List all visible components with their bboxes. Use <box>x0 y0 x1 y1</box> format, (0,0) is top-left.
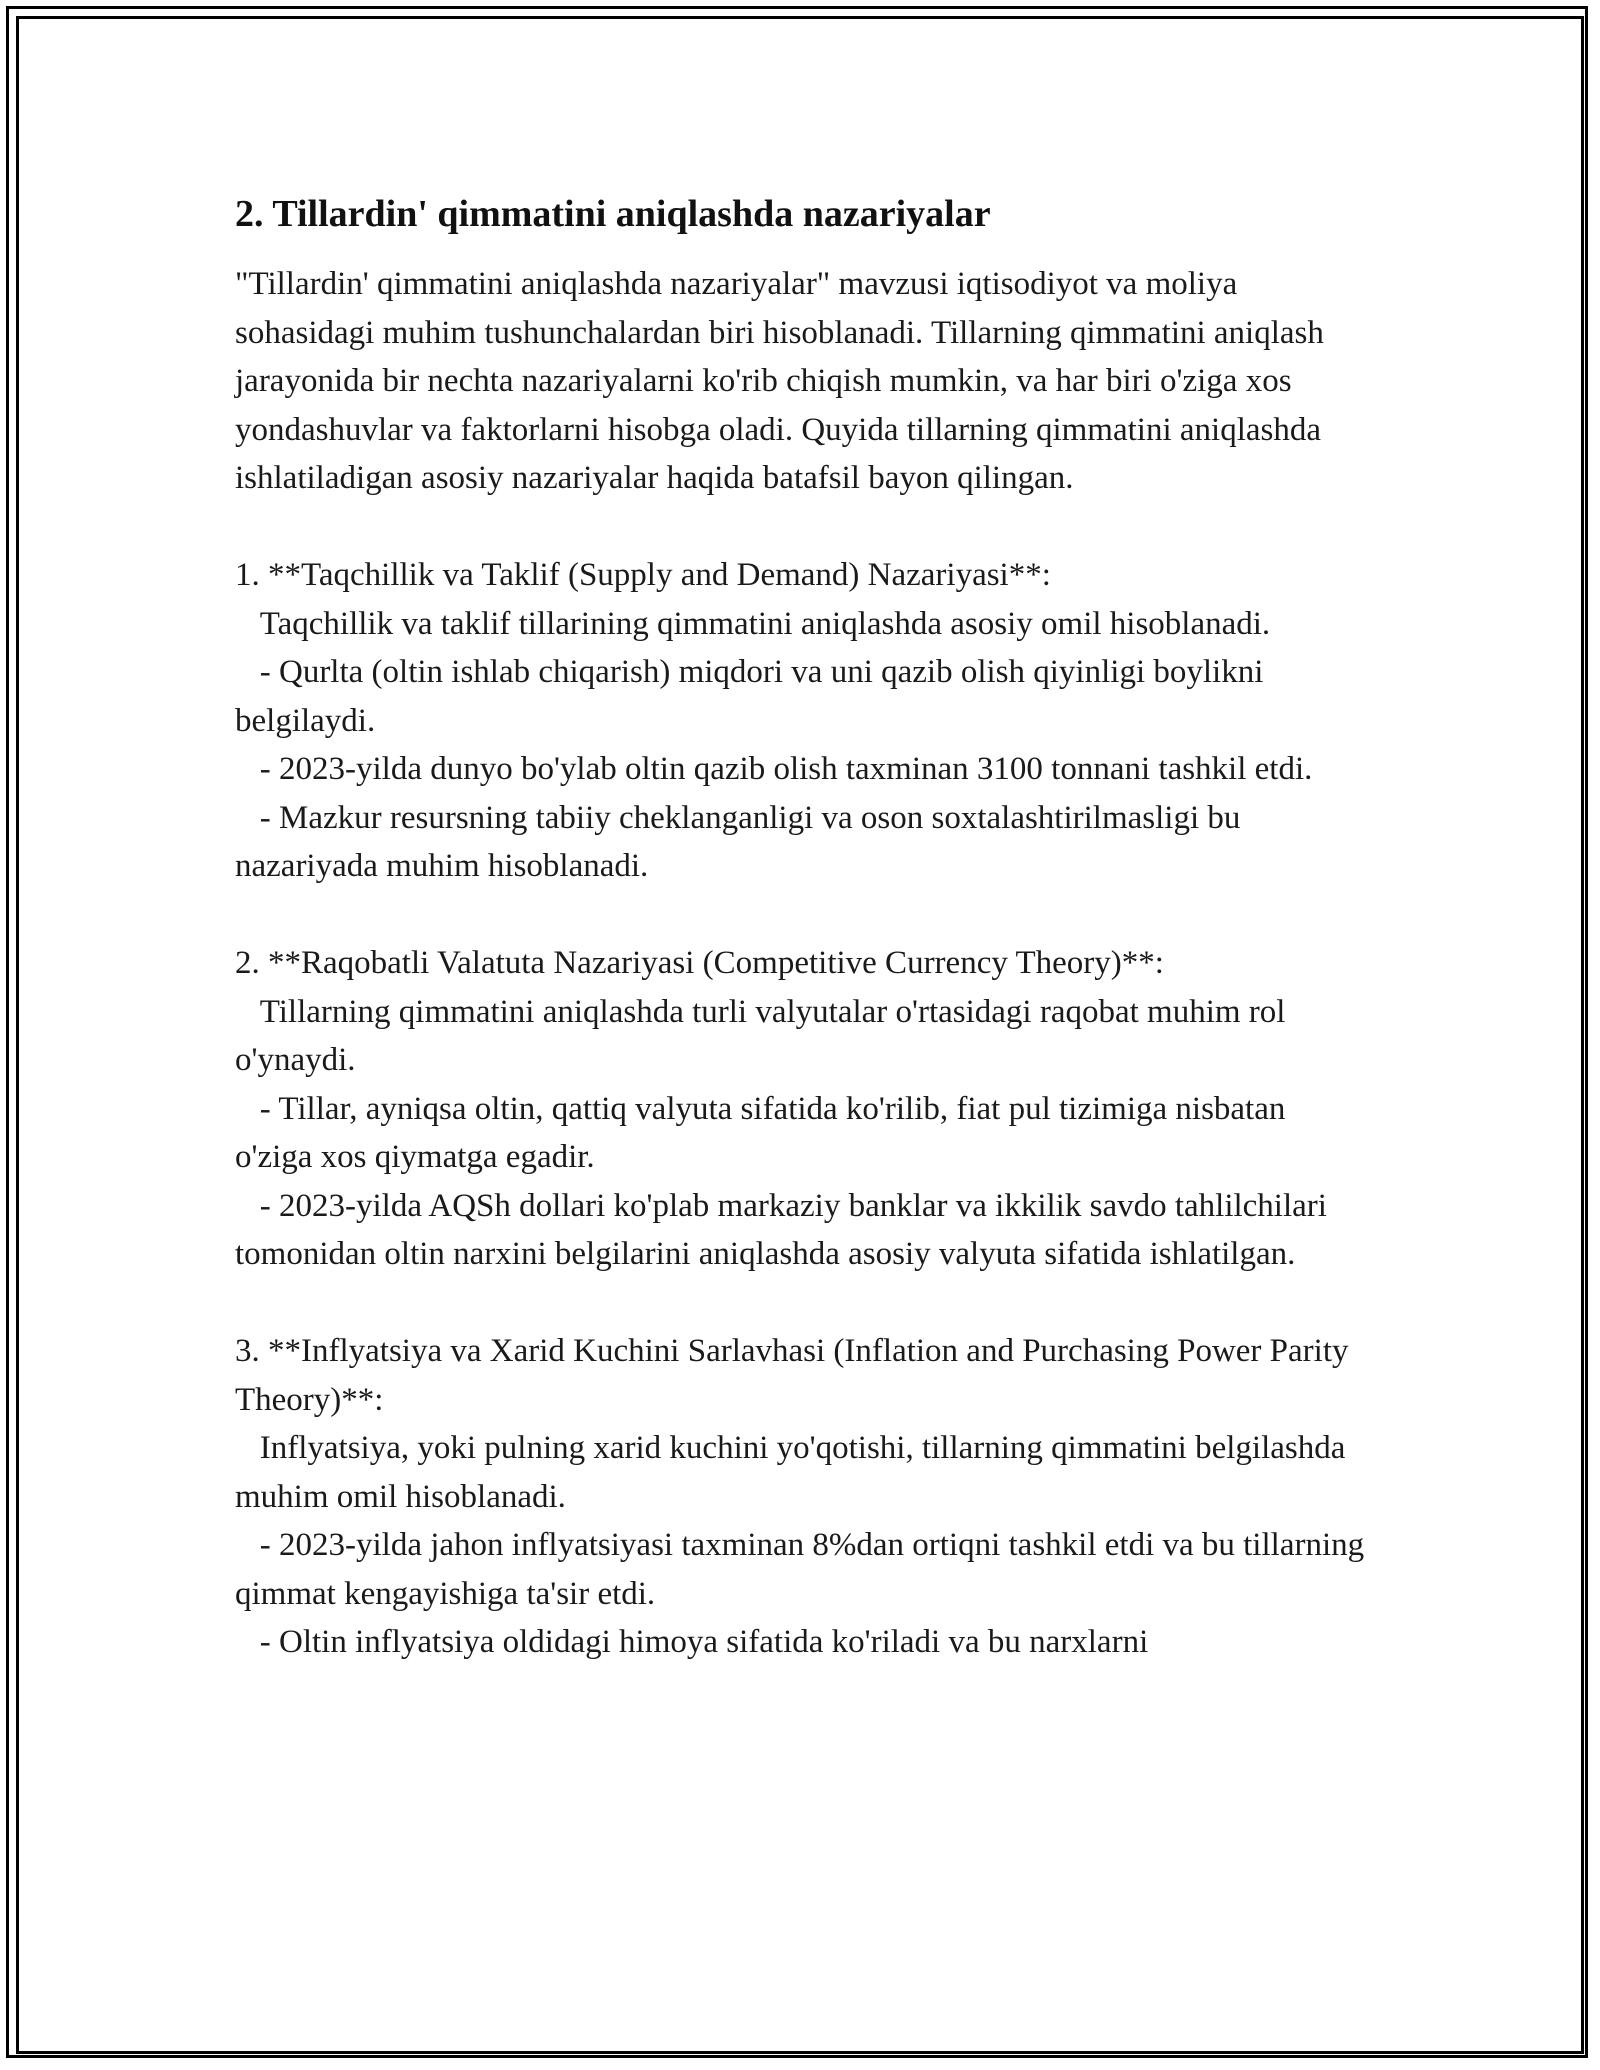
theory-title: 3. **Inflyatsiya va Xarid Kuchini Sarlavhasi (Inflation and Purchasing Power Parity Theory)**: <box>235 1333 1357 1418</box>
theory-line: Inflyatsiya, yoki pulning xarid kuchini yo'qotishi, tillarning qimmatini belgilashda muhim omil hisoblanadi. <box>235 1430 1354 1515</box>
section-heading: 2. Tillardin' qimmatini aniqlashda nazariyalar <box>235 193 991 235</box>
theory-line: - Mazkur resursning tabiiy cheklanganligi va oson soxtalashtirilmasligi bu nazariyada muhim hisoblanadi. <box>235 799 1249 884</box>
theory-line: Tillarning qimmatini aniqlashda turli valyutalar o'rtasidagi raqobat muhim rol o'ynaydi. <box>235 993 1294 1078</box>
theory-title: 2. **Raqobatli Valatuta Nazariyasi (Competitive Currency Theory)**: <box>235 945 1164 981</box>
theory-title: 1. **Taqchillik va Taklif (Supply and Demand) Nazariyasi**: <box>235 557 1051 593</box>
theory-line: - Tillar, ayniqsa oltin, qattiq valyuta sifatida ko'rilib, fiat pul tizimiga nisbatan o'ziga xos qiymatga egadir. <box>235 1090 1294 1175</box>
paragraph-gap <box>235 1279 1370 1328</box>
paragraph-gap <box>235 891 1370 940</box>
theory-line: Taqchillik va taklif tillarining qimmatini aniqlashda asosiy omil hisoblanadi. <box>235 605 1271 642</box>
theory-line: - 2023-yilda dunyo bo'ylab oltin qazib olish taxminan 3100 tonnani tashkil etdi. <box>235 751 1313 787</box>
paragraph-gap <box>235 503 1370 552</box>
intro-paragraph: "Tillardin' qimmatini aniqlashda nazariyalar" mavzusi iqtisodiyot va moliya sohasidagi muhim tushunchalardan biri hisoblanadi. Tillarning qimmatini aniqlash jarayonida bir nechta nazariyalarni ko'rib chiqish mumkin, va har biri o'ziga xos yondashuvlar va faktorlarni hisobga oladi. Quyida tillarning qimmatini aniqlashda ishlatiladigan asosiy nazariyalar haqida batafsil bayon qilingan. <box>235 266 1333 496</box>
theory-line: - 2023-yilda AQSh dollari ko'plab markaziy banklar va ikkilik savdo tahlilchilari tomonidan oltin narxini belgilarini aniqlashda asosiy valyuta sifatida ishlatilgan. <box>235 1187 1336 1272</box>
document-body <box>235 186 1373 1667</box>
theory-section-3 <box>235 1327 1373 1667</box>
theory-line: - Oltin inflyatsiya oldidagi himoya sifatida ko'riladi va bu narxlarni <box>235 1624 1149 1660</box>
theory-line: - 2023-yilda jahon inflyatsiyasi taxminan 8%dan ortiqni tashkil etdi va bu tillarning qimmat kengayishiga ta'sir etdi. <box>235 1527 1373 1612</box>
theory-section-1 <box>235 551 1370 891</box>
theory-section-2 <box>235 939 1370 1279</box>
theory-line: - Qurlta (oltin ishlab chiqarish) miqdori va uni qazib olish qiyinligi boylikni belgilaydi. <box>235 654 1272 739</box>
